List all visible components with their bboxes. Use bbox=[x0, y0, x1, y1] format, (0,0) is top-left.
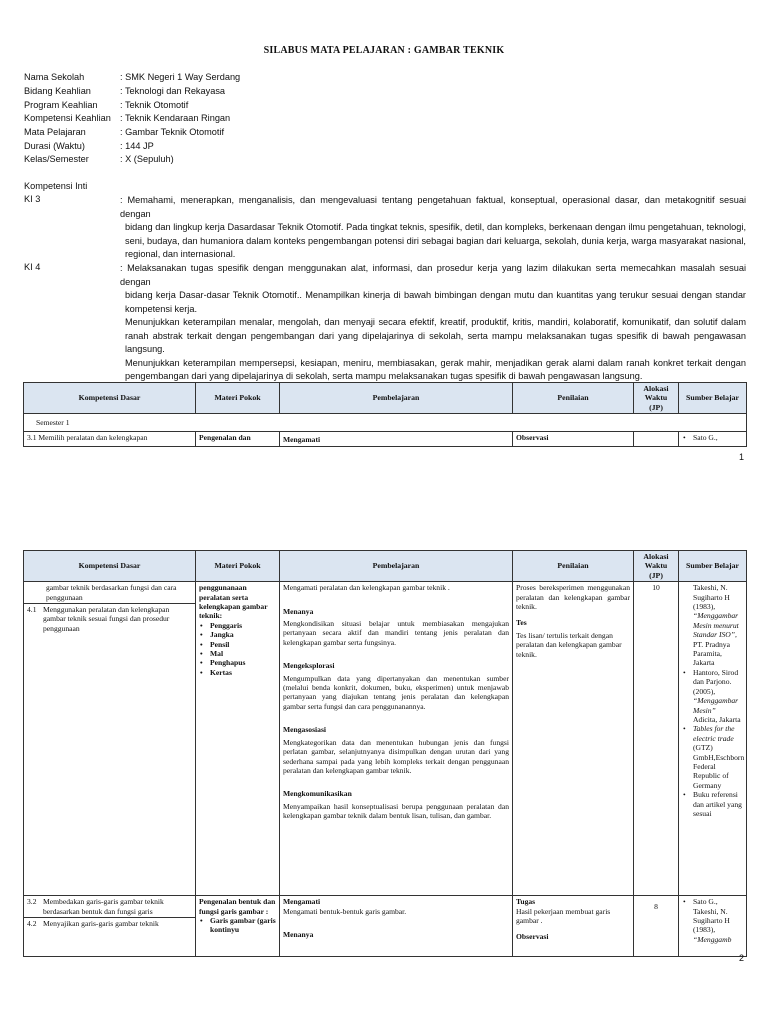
ki3-rest: bidang dan lingkup kerja Dasardasar Teknik Otomotif. Pada tingkat teknis, spesifik, detil, dan kompleks, berkenaan dengan ilmu pengetahuan, teknologi, seni, budaya, dan humaniora dalam konteks pengembangan potensi diri sebagai bagian dari keluarga, sekolah, dunia kerja, warga masyarakat nasional, regional, dan internasional. bbox=[125, 222, 746, 259]
info-label: Durasi (Waktu) bbox=[24, 141, 85, 151]
col-header-alokasi: Alokasi Waktu (JP) bbox=[634, 383, 679, 414]
kd-number: 3.2 bbox=[27, 897, 37, 907]
alokasi-cell bbox=[634, 432, 679, 446]
sumber-item bbox=[682, 724, 743, 790]
penilaian-cell: Observasi bbox=[513, 432, 634, 446]
col-header-sumber: Sumber Belajar bbox=[679, 383, 747, 414]
materi-item: • Penghapus bbox=[199, 658, 276, 667]
materi-cell bbox=[196, 896, 280, 957]
menanya-text: Mengkondisikan situasi belajar untuk membiasakan mengajukan pertanyaan secara aktif dan mandiri tentang jenis peralatan dan kelengkapan gambar serta fungsinya. bbox=[283, 619, 509, 647]
penilaian-tugas-heading: Tugas bbox=[516, 897, 536, 907]
semester-row: Semester 1 bbox=[24, 414, 747, 432]
pembelajaran-cell: Mengamati bbox=[280, 432, 513, 446]
sumber-cell bbox=[679, 896, 747, 957]
ki4-rest: bidang kerja Dasar-dasar Teknik Otomotif.. Menampilkan kinerja di bawah bimbingan dengan mutu dan kuantitas yang terukur sesuai dengan standar kompetensi kerja. bbox=[125, 290, 746, 314]
sumber-cell bbox=[679, 582, 747, 896]
col-header-penilaian: Penilaian bbox=[513, 383, 634, 414]
col-header-kd: Kompetensi Dasar bbox=[24, 551, 196, 582]
penilaian-tes-heading: Tes bbox=[516, 618, 527, 628]
alokasi-cell: 8 bbox=[634, 896, 679, 957]
alokasi-cell: 10 bbox=[634, 582, 679, 896]
sumber-book-title: “Menggamb bbox=[693, 934, 732, 944]
col-header-materi: Materi Pokok bbox=[196, 551, 280, 582]
document-title: SILABUS MATA PELAJARAN : GAMBAR TEKNIK bbox=[263, 45, 505, 56]
info-label: Kompetensi Keahlian bbox=[24, 113, 111, 123]
ki4-paragraph-3: Menunjukkan keterampilan mempersepsi, kesiapan, meniru, membiasakan, gerak mahir, menjadikan gerak alami dalam ranah konkret terkait dengan pengembangan dari yang dipelajarinya di sekolah, serta mampu melaksanakan tugas spesifik di bawah pengawasan langsung. bbox=[125, 357, 746, 381]
info-value: : Gambar Teknik Otomotif bbox=[120, 127, 224, 137]
info-value: : SMK Negeri 1 Way Serdang bbox=[120, 72, 241, 82]
ki3-colon: : bbox=[120, 195, 123, 205]
materi-list bbox=[199, 621, 276, 677]
syllabus-table-page1 bbox=[23, 382, 747, 447]
kd-text: Menggunakan peralatan dan kelengkapan gambar teknik sesuai fungsi dan prosedur penggunaan bbox=[43, 605, 170, 633]
mengamati-heading: Mengamati bbox=[283, 897, 321, 907]
ki3-first-line: Memahami, menerapkan, menganalisis, dan mengevaluasi tentang pengetahuan faktual, konseptual, operasional dasar, dan metakognitif sesuai dengan bbox=[120, 195, 746, 219]
sumber-author: Sato G., Takeshi, N. Sugiharto H (1983), bbox=[693, 897, 730, 935]
col-header-sumber: Sumber Belajar bbox=[679, 551, 747, 582]
kd-text: Menyajikan garis-garis gambar teknik bbox=[43, 919, 159, 929]
sumber-continuation: Takeshi, N. Sugiharto H (1983), bbox=[693, 583, 730, 612]
materi-item: • Garis gambar (garis kontinyu bbox=[199, 916, 276, 935]
syllabus-table-page2 bbox=[23, 550, 747, 957]
sumber-author: Hantoro, Sirod dan Parjono. (2005), bbox=[693, 667, 739, 696]
sumber-publisher: PT. Pradnya Paramita, Jakarta bbox=[693, 639, 730, 668]
col-header-alokasi: Alokasi Waktu (JP) bbox=[634, 551, 679, 582]
info-value: : Teknologi dan Rekayasa bbox=[120, 86, 226, 96]
kd-text: Membedakan garis-garis gambar teknik berdasarkan bentuk dan fungsi garis bbox=[43, 897, 164, 916]
penilaian-cell bbox=[513, 896, 634, 957]
kd-item bbox=[24, 896, 195, 918]
info-label: Bidang Keahlian bbox=[24, 86, 91, 96]
info-value: : Teknik Otomotif bbox=[120, 100, 189, 110]
materi-item: • Pensil bbox=[199, 640, 276, 649]
kd-number: 4.2 bbox=[27, 919, 37, 929]
ki3-label: KI 3 bbox=[24, 194, 41, 204]
sumber-book-title: “Menggambar Mesin” bbox=[693, 696, 739, 715]
kd-continuation: gambar teknik berdasarkan fungsi dan cara penggunaan bbox=[24, 582, 195, 604]
ki4-first-line: Melaksanakan tugas spesifik dengan menggunakan alat, informasi, dan prosedur kerja yang lazim dilakukan serta memecahkan masalah sesuai dengan bbox=[120, 263, 746, 287]
sumber-publisher: (GTZ) GmbH,Eschborn Federal Republic of Germany bbox=[693, 743, 745, 790]
pembelajaran-cell bbox=[280, 896, 513, 957]
mengasosiasi-heading: Mengasosiasi bbox=[283, 725, 327, 735]
menanya-heading: Menanya bbox=[283, 606, 314, 616]
mengeksplorasi-text: Mengumpulkan data yang dipertanyakan dan menentukan sumber (melalui benda konkrit, dokumen, buku, eksperimen) untuk menjawab pertanyaan yang diajukan tentang jenis peralatan dan kelengkapan gambar serta fungsi dan cara penggunanannya. bbox=[283, 673, 509, 711]
sumber-book-title: “Menggambar Mesin menurut Standar ISO”, bbox=[693, 611, 739, 640]
kd-number: 4.1 bbox=[27, 605, 37, 615]
info-label: Program Keahlian bbox=[24, 100, 98, 110]
materi-cell: Pengenalan dan bbox=[196, 432, 280, 446]
sumber-item bbox=[682, 668, 743, 724]
mengkomunikasikan-heading: Mengkomunikasikan bbox=[283, 789, 352, 799]
penilaian-observasi-heading: Observasi bbox=[516, 932, 549, 942]
materi-item: • Kertas bbox=[199, 668, 276, 677]
col-header-penilaian: Penilaian bbox=[513, 551, 634, 582]
col-header-pembelajaran: Pembelajaran bbox=[280, 551, 513, 582]
materi-item: • Mal bbox=[199, 649, 276, 658]
materi-heading: Pengenalan bentuk dan fungsi garis gambar : bbox=[199, 897, 276, 916]
sumber-list bbox=[682, 668, 743, 819]
penilaian-tes: Tes lisan/ tertulis terkait dengan peralatan dan kelengkapan gambar teknik. bbox=[516, 630, 622, 659]
penilaian-tugas: Hasil pekerjaan membuat garis gambar . bbox=[516, 906, 611, 926]
ki-heading: Kompetensi Inti bbox=[24, 181, 88, 191]
info-value: : 144 JP bbox=[120, 141, 154, 151]
mengamati-text: Mengamati peralatan dan kelengkapan gambar teknik . bbox=[283, 583, 450, 593]
sumber-publisher: Adicita, Jakarta bbox=[693, 714, 741, 724]
mengasosiasi-text: Mengkategorikan data dan menentukan hubungan jenis dan fungsi perlatan gambar, selanjutnyanya disimpulkan dengan urutan dari yang sederhana sampai pada yang lebih kompleks terkait dengan penggunaan peralatan dan kelengkapan gambar teknik. bbox=[283, 737, 509, 775]
sumber-item: • Buku referensi dan artikel yang sesuai bbox=[682, 790, 743, 818]
sumber-book-title: Tables for the electric trade bbox=[693, 724, 735, 743]
info-value: : X (Sepuluh) bbox=[120, 154, 174, 164]
sumber-item bbox=[682, 897, 743, 944]
materi-item: • Jangka bbox=[199, 630, 276, 639]
col-header-kd: Kompetensi Dasar bbox=[24, 383, 196, 414]
materi-heading: penggunanaan peralatan serta kelengkapan gambar teknik: bbox=[199, 583, 268, 621]
mengkomunikasikan-text: Menyampaikan hasil konseptualisasi berupa penggunaan peralatan dan kelengkapan gambar teknik dalam bentuk lisan, tulisan, dan gambar. bbox=[283, 801, 509, 821]
ki4-paragraph-2: Menunjukkan keterampilan menalar, mengolah, dan menyaji secara efektif, kreatif, produktif, kritis, mandiri, kolaboratif, komunikatif, dan solutif dalam ranah abstrak terkait dengan pengembangan dari yang dipelajarinya di sekolah, serta mampu melaksanakan tugas spesifik di bawah pengawasan langsung. bbox=[125, 317, 746, 354]
sumber-cell bbox=[679, 432, 747, 446]
materi-cell bbox=[196, 582, 280, 896]
page-number: 2 bbox=[738, 953, 744, 963]
info-value: : Teknik Kendaraan Ringan bbox=[120, 113, 231, 123]
col-header-materi: Materi Pokok bbox=[196, 383, 280, 414]
ki4-label: KI 4 bbox=[24, 262, 41, 272]
ki3-text bbox=[120, 194, 746, 262]
kd-item bbox=[24, 918, 195, 929]
mengeksplorasi-heading: Mengeksplorasi bbox=[283, 661, 335, 671]
kd-cell bbox=[24, 582, 196, 896]
pembelajaran-cell bbox=[280, 582, 513, 896]
materi-item: • Penggaris bbox=[199, 621, 276, 630]
ki4-colon: : bbox=[120, 263, 123, 273]
info-label: Kelas/Semester bbox=[24, 154, 89, 164]
col-header-pembelajaran: Pembelajaran bbox=[280, 383, 513, 414]
info-label: Nama Sekolah bbox=[24, 72, 85, 82]
kd-item bbox=[24, 604, 195, 634]
kd-cell: 3.1 Memilih peralatan dan kelengkapan bbox=[24, 432, 196, 446]
info-label: Mata Pelajaran bbox=[24, 127, 86, 137]
page-number: 1 bbox=[738, 452, 744, 462]
kd-cell bbox=[24, 896, 196, 957]
mengamati-text: Mengamati bentuk-bentuk garis gambar. bbox=[283, 906, 407, 916]
penilaian-cell bbox=[513, 582, 634, 896]
menanya-heading: Menanya bbox=[283, 930, 314, 940]
penilaian-proses: Proses bereksperimen menggunakan peralatan dan kelengkapan gambar teknik. bbox=[516, 583, 630, 612]
ki4-text bbox=[120, 262, 746, 384]
sumber-item: • Sato G., bbox=[682, 433, 743, 442]
